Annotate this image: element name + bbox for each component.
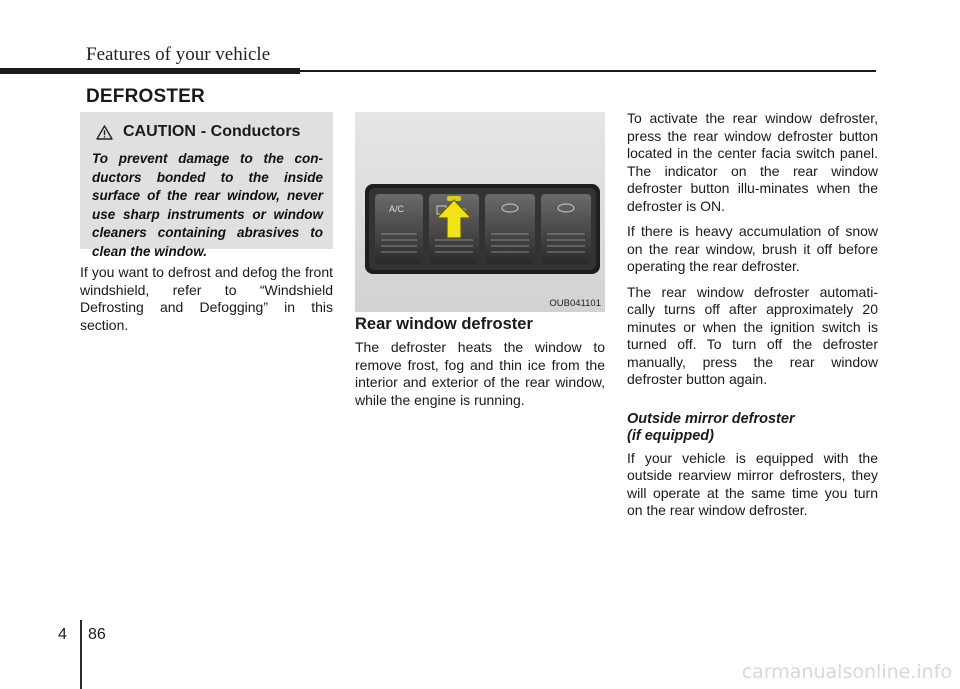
section-title: DEFROSTER [86, 86, 205, 107]
rear-defroster-paragraph: The defroster heats the window to remove frost, fog and thin ice from the interior and exterior of the rear window, while the engine is running. [355, 339, 605, 408]
rear-defroster-title: Rear window defroster [355, 315, 533, 333]
switch-panel-illustration [355, 112, 605, 312]
figure-caption: OUB041101 [549, 298, 601, 309]
right-column [627, 110, 878, 528]
defroster-button-photo [355, 112, 605, 312]
caution-header [92, 120, 323, 144]
mirror-defroster-subtitle [627, 411, 878, 446]
warning-triangle-icon [96, 125, 113, 140]
auto-off-paragraph: The rear window defroster automati-cally turns off after approximately 20 minutes or when the ignition switch is turned off. To turn off the defroster manually, press the rear window defroster button again. [627, 283, 878, 387]
page-number: 86 [88, 626, 106, 643]
mirror-defroster-paragraph: If your vehicle is equipped with the outside rearview mirror defrosters, they will operate at the same time you turn on the rear window defroster. [627, 449, 878, 518]
chapter-number: 4 [58, 626, 67, 643]
caution-label: CAUTION [123, 123, 196, 140]
footer-divider [80, 620, 82, 689]
ac-button-label: A/C [389, 204, 405, 214]
caution-text: To prevent damage to the con-ductors bonded to the inside surface of the rear window, never use sharp instruments or window cleaners containing abrasives to clean the window. [92, 151, 323, 259]
caution-box [80, 112, 333, 259]
recirculation-button [485, 194, 535, 264]
mirror-defroster-subtitle-line1: Outside mirror defroster [627, 410, 795, 427]
mirror-defroster-subtitle-line2: (if equipped) [627, 428, 714, 444]
snow-paragraph: If there is heavy accumulation of snow on the rear window, brush it off before operating the rear defroster. [627, 223, 878, 274]
caution-subtitle: - Conductors [200, 123, 301, 140]
activation-paragraph: To activate the rear window defroster, press the rear window defroster button located in the center facia switch panel. The indicator on the rear window defroster button illu-minates when the defroster is ON. [627, 110, 878, 214]
ac-button [375, 194, 423, 264]
header-rule [300, 70, 876, 72]
watermark: carmanualsonline.info [741, 661, 952, 683]
header-title: Features of your vehicle [86, 44, 271, 65]
header-bar [0, 68, 300, 74]
fresh-air-button [541, 194, 591, 264]
defrost-reference-paragraph: If you want to defrost and defog the front windshield, refer to “Windshield Defrosting and Defogging” in this section. [80, 264, 333, 333]
